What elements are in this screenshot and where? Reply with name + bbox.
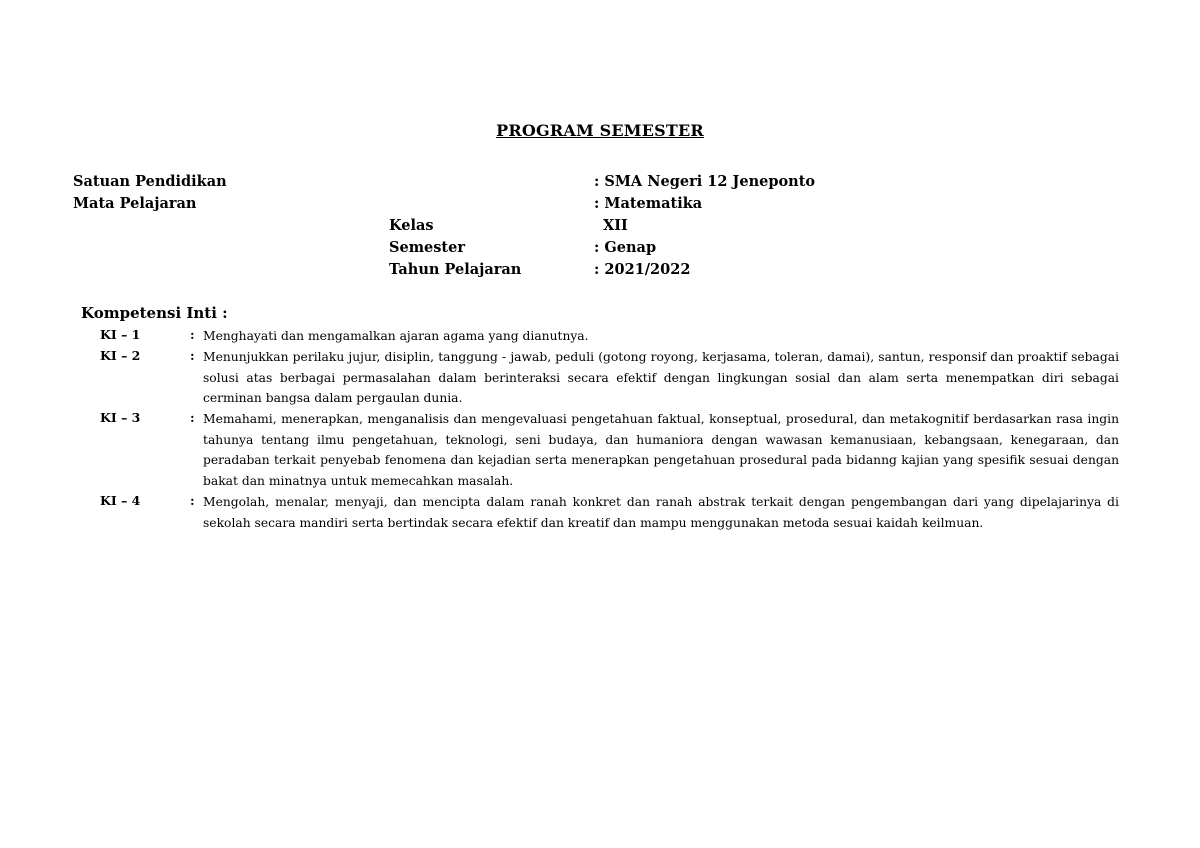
info-value-semester: : Genap xyxy=(594,239,657,256)
info-value-kelas: XII xyxy=(603,217,628,234)
info-label-semester: Semester xyxy=(389,239,465,256)
ki-2-text: Menunjukkan perilaku jujur, disiplin, tanggung - jawab, peduli (gotong royong, kerjasama, toleran, damai), santun, responsif dan proaktif sebagai solusi atas berbagai permasalahan dalam berinteraksi secara efektif dengan lingkungan sosial dan alam serta menempatkan diri sebagai cerminan bangsa dalam pergaulan dunia. xyxy=(203,350,1119,406)
ki-3-text: Memahami, menerapkan, menganalisis dan mengevaluasi pengetahuan faktual, konseptual, prosedural, dan metakognitif berdasarkan rasa ingin tahunya tentang ilmu pengetahuan, teknologi, seni budaya, dan humaniora dengan wawasan kemanusiaan, kebangsaan, kenegaraan, dan peradaban terkait penyebab fenomena dan kejadian serta menerapkan pengetahuan prosedural pada bidanng kajian yang spesifik sesuai dengan bakat dan minatnya untuk memecahkan masalah. xyxy=(203,412,1119,488)
ki-4-label: KI – 4 xyxy=(100,493,141,508)
document-title: PROGRAM SEMESTER xyxy=(496,121,704,140)
ki-1-label: KI – 1 xyxy=(100,327,141,342)
ki-2-label: KI – 2 xyxy=(100,348,141,363)
info-label-tahun-pelajaran: Tahun Pelajaran xyxy=(389,261,522,278)
ki-2-colon: : xyxy=(190,348,195,363)
info-label-mata-pelajaran: Mata Pelajaran xyxy=(73,195,197,212)
ki-4-colon: : xyxy=(190,493,195,508)
ki-3-label: KI – 3 xyxy=(100,410,141,425)
ki-1-text: Menghayati dan mengamalkan ajaran agama yang dianutnya. xyxy=(203,329,589,343)
info-value-tahun-pelajaran: : 2021/2022 xyxy=(594,261,691,278)
info-value-satuan-pendidikan: : SMA Negeri 12 Jeneponto xyxy=(594,173,816,190)
ki-3-colon: : xyxy=(190,410,195,425)
ki-1-colon: : xyxy=(190,327,195,342)
info-value-mata-pelajaran: : Matematika xyxy=(594,195,703,212)
section-title: Kompetensi Inti : xyxy=(81,304,228,322)
ki-4-text: Mengolah, menalar, menyaji, dan mencipta dalam ranah konkret dan ranah abstrak terkait dengan pengembangan dari yang dipelajarinya di sekolah secara mandiri serta bertindak secara efektif dan kreatif dan mampu menggunakan metoda sesuai kaidah keilmuan. xyxy=(203,495,1119,530)
info-label-satuan-pendidikan: Satuan Pendidikan xyxy=(73,173,227,190)
info-label-kelas: Kelas xyxy=(389,217,434,234)
